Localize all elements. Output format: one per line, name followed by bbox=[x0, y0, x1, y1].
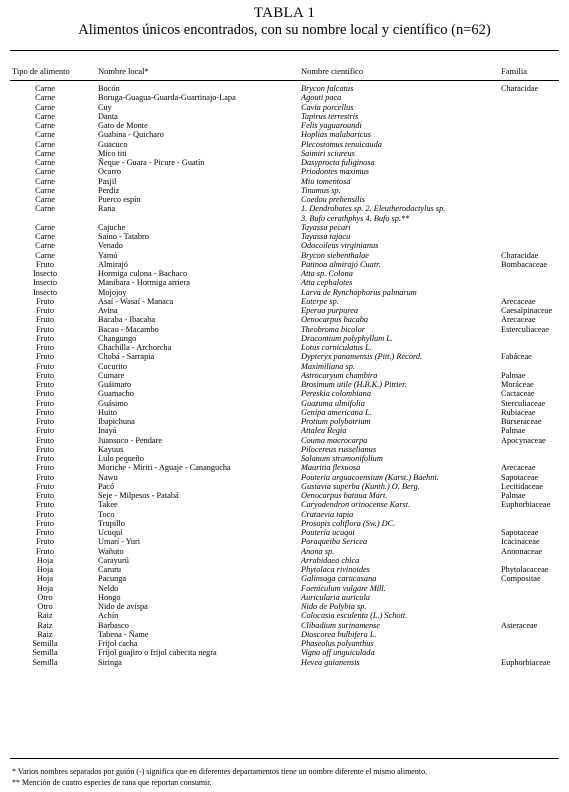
table-row bbox=[0, 399, 569, 408]
table-row bbox=[0, 204, 569, 213]
cell-nombre-local: Cajuche bbox=[98, 222, 126, 232]
cell-familia: Bombacaceae bbox=[501, 259, 548, 269]
table-row bbox=[0, 648, 569, 657]
cell-tipo: Fruto bbox=[36, 306, 54, 315]
cell-familia: Burseraceae bbox=[501, 417, 542, 426]
cell-nombre-local: Rana bbox=[98, 204, 116, 214]
cell-nombre-cientifico: Pereskia colombiana bbox=[301, 389, 371, 399]
cell-nombre-cientifico: Foeniculum vulgare Mill. bbox=[301, 583, 386, 593]
table-row bbox=[0, 232, 569, 241]
cell-tipo: Semilla bbox=[32, 657, 58, 667]
cell-nombre-cientifico: Lotus corniculatus L. bbox=[301, 343, 372, 352]
cell-familia: Euphorbiaceae bbox=[501, 500, 551, 510]
cell-tipo: Carne bbox=[35, 250, 55, 260]
table-row bbox=[0, 251, 569, 260]
cell-nombre-local: Pasjil bbox=[98, 176, 117, 186]
cell-nombre-cientifico: Hoplias malabaricus bbox=[301, 130, 371, 140]
cell-tipo: Carne bbox=[35, 139, 55, 149]
cell-familia: Characidae bbox=[501, 84, 539, 93]
cell-nombre-cientifico: Phytolaca rivinoides bbox=[301, 565, 370, 574]
cell-familia: Moráceae bbox=[501, 380, 534, 389]
header-tipo: Tipo de alimento bbox=[12, 66, 70, 76]
table-row bbox=[0, 288, 569, 297]
footnote-frogs: ** Mención de cuatro especies de rana que reportan consumir. bbox=[12, 778, 212, 787]
cell-nombre-local: Perdiz bbox=[98, 185, 120, 195]
table-row bbox=[0, 121, 569, 130]
cell-familia: Palmae bbox=[501, 491, 526, 500]
cell-nombre-cientifico: Dasyprocta fuliginosa bbox=[301, 158, 375, 167]
cell-nombre-local: Venado bbox=[98, 241, 123, 251]
cell-tipo: Carne bbox=[35, 102, 55, 112]
table-row bbox=[0, 630, 569, 639]
table-row bbox=[0, 214, 569, 223]
cell-tipo: Fruto bbox=[36, 426, 54, 436]
cell-nombre-local: Ñeque - Guara - Picure - Guatín bbox=[98, 158, 205, 167]
cell-nombre-local: Ibapichuna bbox=[98, 417, 135, 426]
cell-nombre-cientifico: Maximiliana sp. bbox=[301, 361, 355, 371]
cell-nombre-local: Nawu bbox=[98, 472, 118, 482]
cell-nombre-cientifico: Solanum stramonifolium bbox=[301, 454, 383, 463]
cell-tipo: Fruto bbox=[36, 407, 54, 417]
cell-nombre-local: Hongo bbox=[98, 592, 121, 602]
cell-familia: Arecaceae bbox=[501, 296, 536, 306]
cell-familia: Asteraceae bbox=[501, 620, 538, 630]
table-row bbox=[0, 93, 569, 102]
cell-nombre-cientifico: Tayassu tajacu bbox=[301, 232, 351, 241]
cell-nombre-local: Cuy bbox=[98, 102, 112, 112]
table-row bbox=[0, 519, 569, 528]
cell-tipo: Insecto bbox=[33, 278, 57, 288]
cell-nombre-cientifico: Agouti paca bbox=[301, 93, 342, 103]
cell-nombre-cientifico: Protium polybotrium bbox=[301, 417, 371, 426]
cell-nombre-local: Danta bbox=[98, 111, 118, 121]
cell-tipo: Fruto bbox=[36, 463, 54, 473]
cell-tipo: Hoja bbox=[36, 555, 54, 565]
table-row bbox=[0, 436, 569, 445]
table-title: TABLA 1 bbox=[253, 5, 316, 21]
cell-nombre-cientifico: 1. Dendrobates sp. 2. Eleutherodactylus sp. bbox=[301, 204, 446, 214]
cell-familia: Palmae bbox=[501, 426, 526, 436]
cell-tipo: Fruto bbox=[36, 417, 54, 426]
cell-tipo: Carne bbox=[35, 158, 55, 167]
table-subtitle: Alimentos únicos encontrados, con su nombre local y científico (n=62) bbox=[78, 22, 491, 38]
cell-nombre-local: Manibara - Hormiga arriera bbox=[98, 278, 190, 288]
cell-nombre-cientifico: Dypteryx panamensis (Pitt.) Record. bbox=[301, 352, 423, 362]
cell-nombre-local: Cucurito bbox=[98, 361, 128, 371]
cell-tipo: Semilla bbox=[32, 639, 58, 648]
cell-nombre-cientifico: Couma macrocarpa bbox=[301, 435, 368, 445]
table-row bbox=[0, 103, 569, 112]
cell-nombre-local: Wañuto bbox=[98, 546, 124, 556]
cell-tipo: Carne bbox=[35, 241, 55, 251]
cell-tipo: Raiz bbox=[37, 611, 53, 621]
table-row bbox=[0, 241, 569, 250]
table-row bbox=[0, 306, 569, 315]
cell-familia: Apocynaceae bbox=[501, 435, 546, 445]
cell-nombre-cientifico: Odocoileus virginianus bbox=[301, 241, 379, 251]
table-row bbox=[0, 315, 569, 324]
cell-familia: Arecaceae bbox=[501, 315, 536, 325]
cell-nombre-cientifico: Theobroma bicolor bbox=[301, 324, 365, 334]
cell-tipo: Fruto bbox=[36, 333, 54, 343]
cell-tipo: Carne bbox=[35, 232, 55, 241]
cell-nombre-local: Bocón bbox=[98, 84, 120, 93]
cell-nombre-local: Trupillo bbox=[98, 518, 125, 528]
table-row bbox=[0, 454, 569, 463]
cell-nombre-cientifico: Oenocarpus bataua Mart. bbox=[301, 491, 388, 500]
cell-nombre-cientifico: Arrabidaea chica bbox=[301, 555, 360, 565]
table-row bbox=[0, 445, 569, 454]
cell-tipo: Insecto bbox=[33, 269, 57, 278]
cell-tipo: Fruto bbox=[36, 444, 54, 454]
table-row bbox=[0, 112, 569, 121]
cell-nombre-cientifico: Poraqueiba Sericea bbox=[301, 537, 368, 547]
cell-familia: Caesalpinaceae bbox=[501, 306, 553, 315]
cell-nombre-local: Toco bbox=[98, 509, 115, 519]
table-row bbox=[0, 426, 569, 435]
table-row bbox=[0, 463, 569, 472]
table-row bbox=[0, 584, 569, 593]
cell-nombre-cientifico: Crataevia tapia bbox=[301, 509, 354, 519]
cell-nombre-cientifico: Patinoa almirajó Cuatr. bbox=[301, 259, 381, 269]
header-nombre-local: Nombre local* bbox=[98, 66, 149, 76]
cell-nombre-cientifico: Dioscorea bulbifera L. bbox=[301, 629, 377, 639]
table-row bbox=[0, 352, 569, 361]
cell-nombre-local: Ocarro bbox=[98, 167, 122, 177]
cell-nombre-cientifico: Guazuma ulmifolia bbox=[301, 398, 365, 408]
cell-nombre-local: Kayuus bbox=[98, 444, 124, 454]
table-row bbox=[0, 510, 569, 519]
cell-tipo: Fruto bbox=[36, 324, 54, 334]
cell-familia: Compositae bbox=[501, 574, 541, 584]
cell-tipo: Hoja bbox=[36, 574, 54, 584]
cell-tipo: Fruto bbox=[36, 509, 54, 519]
cell-tipo: Otro bbox=[37, 592, 53, 602]
table-row bbox=[0, 621, 569, 630]
cell-tipo: Carne bbox=[35, 84, 55, 93]
cell-familia: Characidae bbox=[501, 250, 539, 260]
cell-nombre-cientifico: Atta sp. Colona bbox=[301, 269, 353, 278]
cell-nombre-cientifico: Dracontium polyphyllum L. bbox=[301, 333, 393, 343]
cell-familia: Phytolacaceae bbox=[501, 565, 549, 574]
cell-tipo: Fruto bbox=[36, 343, 54, 352]
cell-nombre-cientifico: Pilocereus russelianus bbox=[301, 444, 377, 454]
cell-nombre-cientifico: Saimiri sciureus bbox=[301, 148, 355, 158]
cell-nombre-cientifico: Galinsoga caracasana bbox=[301, 574, 377, 584]
cell-tipo: Fruto bbox=[36, 315, 54, 325]
cell-tipo: Fruto bbox=[36, 491, 54, 500]
table-row bbox=[0, 167, 569, 176]
cell-nombre-local: Inayá bbox=[98, 426, 117, 436]
cell-tipo: Carne bbox=[35, 121, 55, 130]
cell-nombre-local: Ucuquí bbox=[98, 528, 123, 537]
table-row bbox=[0, 528, 569, 537]
table-row bbox=[0, 417, 569, 426]
cell-nombre-local: Puerco espín bbox=[98, 195, 141, 204]
cell-nombre-cientifico: Pouteria arguacoensium (Karst.) Baehni. bbox=[301, 472, 439, 482]
cell-familia: Fabáceae bbox=[501, 352, 532, 362]
table-row bbox=[0, 500, 569, 509]
table-row bbox=[0, 473, 569, 482]
table-row bbox=[0, 269, 569, 278]
table-row bbox=[0, 639, 569, 648]
cell-nombre-local: Frijol guajiro o frijol cabecita negra bbox=[98, 648, 217, 658]
cell-tipo: Fruto bbox=[36, 361, 54, 371]
cell-nombre-local: Caruru bbox=[98, 565, 122, 574]
cell-nombre-local: Achín bbox=[98, 611, 119, 621]
cell-nombre-cientifico: Clibadium surinamense bbox=[301, 620, 381, 630]
cell-tipo: Fruto bbox=[36, 380, 54, 389]
cell-nombre-cientifico: Tinamus sp. bbox=[301, 185, 341, 195]
cell-nombre-local: Neldo bbox=[98, 583, 119, 593]
cell-nombre-cientifico: Pouteria ucuqui bbox=[301, 528, 355, 537]
cell-familia: Sapotaceae bbox=[501, 472, 539, 482]
cell-nombre-cientifico: Caryodendron orinocense Karst. bbox=[301, 500, 411, 510]
cell-nombre-local: Guabina - Quicharo bbox=[98, 130, 164, 140]
cell-nombre-local: Pacunga bbox=[98, 574, 127, 584]
cell-nombre-local: Moriche - Miriti - Aguaje - Canangucha bbox=[98, 463, 231, 473]
table-row bbox=[0, 380, 569, 389]
cell-nombre-cientifico: Auricularia auricula bbox=[301, 592, 370, 602]
cell-nombre-cientifico: Felis yaguaroundi bbox=[301, 121, 362, 130]
cell-nombre-local: Chobá - Sarrapia bbox=[98, 352, 155, 362]
cell-tipo: Insecto bbox=[33, 287, 57, 297]
cell-tipo: Fruto bbox=[36, 481, 54, 491]
cell-tipo: Fruto bbox=[36, 537, 54, 547]
cell-nombre-cientifico: Tayassu pecari bbox=[301, 222, 351, 232]
footnote-names: * Varios nombres separados por guión (-) significa que en diferentes departamentos tiene un nombre diferente el mismo alimento. bbox=[12, 767, 428, 776]
table-row bbox=[0, 593, 569, 602]
cell-familia: Euphorbiaceae bbox=[501, 657, 551, 667]
table-row bbox=[0, 491, 569, 500]
cell-tipo: Raiz bbox=[37, 629, 53, 639]
cell-tipo: Carne bbox=[35, 204, 55, 214]
cell-tipo: Fruto bbox=[36, 454, 54, 463]
cell-nombre-local: Cumare bbox=[98, 370, 125, 380]
cell-nombre-local: Tabena - Ñame bbox=[98, 629, 149, 639]
table-row bbox=[0, 177, 569, 186]
cell-nombre-cientifico: Eperua purpurea bbox=[301, 306, 359, 315]
table-row bbox=[0, 84, 569, 93]
cell-nombre-local: Umarí - Yuri bbox=[98, 537, 141, 547]
table-row bbox=[0, 278, 569, 287]
cell-tipo: Carne bbox=[35, 222, 55, 232]
cell-familia: Sterculiaceae bbox=[501, 398, 546, 408]
cell-tipo: Carne bbox=[35, 195, 55, 204]
cell-nombre-local: Guacuco bbox=[98, 139, 128, 149]
cell-nombre-cientifico: Priodontes maximus bbox=[301, 167, 369, 177]
table-row bbox=[0, 537, 569, 546]
cell-familia: Arecaceae bbox=[501, 463, 536, 473]
cell-nombre-cientifico: Euterpe sp. bbox=[301, 296, 339, 306]
cell-tipo: Fruto bbox=[36, 500, 54, 510]
cell-nombre-cientifico: Nido de Polybia sp. bbox=[301, 602, 367, 611]
cell-nombre-local: Barbasco bbox=[98, 620, 129, 630]
cell-tipo: Carne bbox=[35, 176, 55, 186]
cell-tipo: Fruto bbox=[36, 472, 54, 482]
table-row bbox=[0, 297, 569, 306]
cell-nombre-local: Nido de avispa bbox=[98, 602, 148, 611]
cell-nombre-cientifico: Phaseolus polyanthus bbox=[301, 639, 374, 648]
cell-nombre-cientifico: 3. Bufo cerathphys 4. Bufo sp.** bbox=[301, 213, 410, 223]
cell-tipo: Otro bbox=[37, 602, 53, 611]
cell-nombre-cientifico: Anona sp. bbox=[301, 546, 335, 556]
cell-nombre-local: Mojojoy bbox=[98, 287, 127, 297]
cell-nombre-local: Chachilla - Archorcha bbox=[98, 343, 172, 352]
cell-nombre-cientifico: Attalea Regia bbox=[301, 426, 347, 436]
cell-familia: Esterculiaceae bbox=[501, 324, 549, 334]
cell-nombre-local: Huito bbox=[98, 407, 117, 417]
header-rule bbox=[10, 80, 559, 81]
cell-familia: Cactaceae bbox=[501, 389, 535, 399]
cell-tipo: Carne bbox=[35, 130, 55, 140]
table-row bbox=[0, 140, 569, 149]
cell-nombre-local: Takee bbox=[98, 500, 118, 510]
cell-tipo: Carne bbox=[35, 148, 55, 158]
cell-nombre-local: Almirajó bbox=[98, 259, 128, 269]
cell-tipo: Raiz bbox=[37, 620, 53, 630]
table-body bbox=[0, 84, 569, 667]
cell-nombre-cientifico: Tapirus terrestris bbox=[301, 111, 359, 121]
table-row bbox=[0, 223, 569, 232]
cell-familia: Palmae bbox=[501, 370, 526, 380]
table-row bbox=[0, 389, 569, 398]
cell-nombre-local: Mico titi bbox=[98, 148, 127, 158]
cell-tipo: Carne bbox=[35, 93, 55, 103]
cell-nombre-cientifico: Brycon siebenthalae bbox=[301, 250, 369, 260]
cell-nombre-local: Saino - Tatabro bbox=[98, 232, 149, 241]
header-familia: Familia bbox=[501, 66, 527, 76]
cell-nombre-local: Frijol cacha bbox=[98, 639, 138, 648]
cell-nombre-cientifico: Gustavia superba (Kunth.) O. Berg. bbox=[301, 481, 420, 491]
cell-nombre-local: Gato de Monte bbox=[98, 121, 148, 130]
cell-familia: Annonaceae bbox=[501, 546, 542, 556]
table-row bbox=[0, 195, 569, 204]
cell-tipo: Fruto bbox=[36, 352, 54, 362]
table-row bbox=[0, 574, 569, 583]
cell-nombre-local: Avina bbox=[98, 306, 118, 315]
cell-nombre-local: Seje - Milpesos - Patabá bbox=[98, 491, 179, 500]
table-row bbox=[0, 343, 569, 352]
cell-nombre-local: Hormiga culona - Bachaco bbox=[98, 269, 188, 278]
bottom-rule bbox=[10, 758, 559, 759]
table-row bbox=[0, 371, 569, 380]
cell-tipo: Carne bbox=[35, 111, 55, 121]
cell-nombre-local: Juansoco - Pendare bbox=[98, 435, 163, 445]
cell-nombre-local: Guásimo bbox=[98, 398, 128, 408]
cell-nombre-cientifico: Larva de Rynchophorus palmarum bbox=[301, 287, 417, 297]
table-row bbox=[0, 565, 569, 574]
cell-tipo: Fruto bbox=[36, 259, 54, 269]
cell-nombre-cientifico: Miu tomentosa bbox=[301, 176, 351, 186]
table-row bbox=[0, 130, 569, 139]
cell-nombre-cientifico: Vigna aff unguiculada bbox=[301, 648, 375, 658]
cell-nombre-local: Asaí - Wasaí - Manaca bbox=[98, 296, 174, 306]
cell-nombre-local: Pacó bbox=[98, 481, 115, 491]
table-row bbox=[0, 611, 569, 620]
cell-tipo: Fruto bbox=[36, 296, 54, 306]
cell-nombre-local: Carayurú bbox=[98, 555, 129, 565]
cell-nombre-local: Siringa bbox=[98, 657, 122, 667]
cell-nombre-cientifico: Prosopis coliflora (Sw.) DC. bbox=[301, 518, 396, 528]
table-row bbox=[0, 325, 569, 334]
cell-nombre-local: Boruga-Guagua-Guarda-Guartinajo-Lapa bbox=[98, 93, 236, 103]
cell-familia: Rubiaceae bbox=[501, 407, 536, 417]
cell-nombre-cientifico: Cavia porcellus bbox=[301, 102, 354, 112]
table-row bbox=[0, 658, 569, 667]
table-row bbox=[0, 408, 569, 417]
table-row bbox=[0, 362, 569, 371]
cell-tipo: Fruto bbox=[36, 546, 54, 556]
table-row bbox=[0, 260, 569, 269]
cell-nombre-cientifico: Genipa americana L. bbox=[301, 407, 372, 417]
cell-nombre-cientifico: Brosimum utile (H.B.K.) Pittier. bbox=[301, 380, 407, 389]
cell-nombre-local: Guáimaro bbox=[98, 380, 132, 389]
cell-tipo: Fruto bbox=[36, 528, 54, 537]
cell-familia: Lecitidaceae bbox=[501, 481, 543, 491]
cell-nombre-cientifico: Oenocarpus bacaba bbox=[301, 315, 369, 325]
cell-nombre-local: Bacaba - Ibacaba bbox=[98, 315, 156, 325]
cell-nombre-cientifico: Hevea guianensis bbox=[301, 657, 360, 667]
table-row bbox=[0, 556, 569, 565]
table-row bbox=[0, 547, 569, 556]
cell-tipo: Fruto bbox=[36, 370, 54, 380]
cell-nombre-local: Yamú bbox=[98, 250, 118, 260]
cell-nombre-cientifico: Colocasia esculenta (L.) Schott. bbox=[301, 611, 408, 621]
cell-familia: Sapotaceae bbox=[501, 528, 539, 537]
cell-nombre-cientifico: Plecostomus tenuicauda bbox=[301, 139, 382, 149]
cell-familia: Icacinaceae bbox=[501, 537, 540, 547]
cell-tipo: Semilla bbox=[32, 648, 58, 658]
cell-tipo: Hoja bbox=[36, 565, 54, 574]
cell-tipo: Hoja bbox=[36, 583, 54, 593]
cell-tipo: Carne bbox=[35, 185, 55, 195]
table-row bbox=[0, 186, 569, 195]
cell-tipo: Fruto bbox=[36, 518, 54, 528]
top-rule bbox=[10, 50, 559, 51]
header-nombre-cientifico: Nombre científico bbox=[301, 66, 364, 76]
cell-nombre-local: Bacao - Macambo bbox=[98, 324, 159, 334]
cell-nombre-cientifico: Astrocaryum chambira bbox=[301, 370, 378, 380]
cell-nombre-cientifico: Brycon falcatus bbox=[301, 84, 354, 93]
cell-nombre-local: Guamacho bbox=[98, 389, 134, 399]
table-row bbox=[0, 149, 569, 158]
cell-nombre-cientifico: Atta cephalotes bbox=[301, 278, 353, 288]
table-row bbox=[0, 334, 569, 343]
cell-tipo: Fruto bbox=[36, 435, 54, 445]
table-row bbox=[0, 158, 569, 167]
cell-nombre-cientifico: Mauritia flexuosa bbox=[301, 463, 361, 473]
cell-tipo: Fruto bbox=[36, 398, 54, 408]
cell-nombre-local: Lulo pequeño bbox=[98, 454, 144, 463]
cell-tipo: Carne bbox=[35, 167, 55, 177]
table-row bbox=[0, 482, 569, 491]
table-row bbox=[0, 602, 569, 611]
cell-nombre-local: Changungo bbox=[98, 333, 137, 343]
cell-nombre-cientifico: Coedou prehensilis bbox=[301, 195, 365, 204]
cell-tipo: Fruto bbox=[36, 389, 54, 399]
